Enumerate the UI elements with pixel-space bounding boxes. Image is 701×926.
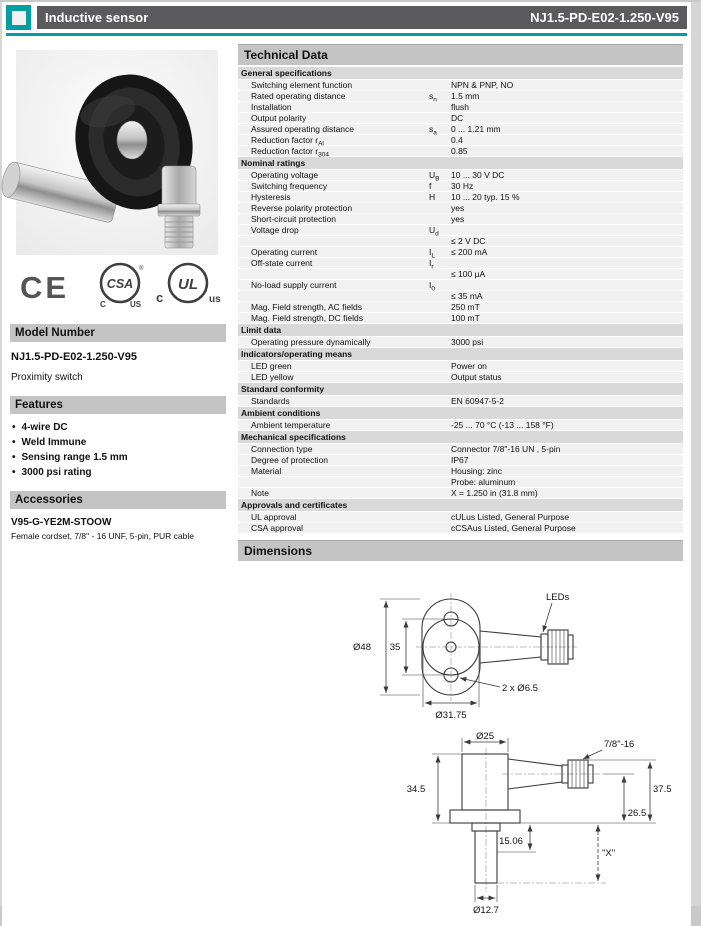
spec-row [238,113,683,124]
spec-value: IP67 [451,455,469,465]
datasheet-page [2,2,691,926]
spec-row [238,80,683,91]
spec-value: yes [451,214,465,224]
spec-label: Reverse polarity protection [251,203,353,213]
spec-row [238,523,683,534]
dim-label-x: "X" [602,848,616,859]
spec-value: flush [451,102,469,112]
spec-value: ≤ 2 V DC [451,236,486,246]
spec-label: Operating pressure dynamically [251,337,371,347]
spec-symbol [429,361,451,371]
dim-label-d48: Ø48 [353,642,371,653]
spec-value: X = 1.250 in (31.8 mm) [451,488,538,498]
spec-label: Hysteresis [251,192,291,202]
spec-symbol [429,512,451,522]
spec-row [238,192,683,203]
spec-row [238,146,683,157]
dim-label-leds: LEDs [546,592,570,603]
spec-section-title: Limit data [238,324,683,337]
right-column [230,44,687,920]
spec-value: ≤ 35 mA [451,291,483,301]
spec-row [238,124,683,135]
left-column [6,44,230,920]
spec-row [238,225,683,236]
spec-row [238,420,683,431]
spec-row [238,170,683,181]
feature-item: • Weld Immune [12,437,226,448]
spec-section-title: Mechanical specifications [238,431,683,444]
side-view-drawing [356,732,686,920]
spec-value: NPN & PNP, NO [451,80,514,90]
accessory-name: V95-G-YE2M-STOOW [11,517,112,528]
spec-row [238,302,683,313]
spec-row [238,512,683,523]
spec-row [238,444,683,455]
spec-label: Mag. Field strength, DC fields [251,313,363,323]
dim-label-d3175: Ø31.75 [435,710,467,721]
spec-label: Switching element function [251,80,353,90]
header-part-number: NJ1.5-PD-E02-1.250-V95 [530,10,679,25]
spec-value: Probe: aluminum [451,477,516,487]
svg-text:c: c [156,290,164,305]
spec-value [451,280,680,290]
product-photo [16,50,218,255]
ul-logo-icon [156,264,221,305]
product-photo-svg [16,50,218,255]
spec-value: Housing: zinc [451,466,503,476]
spec-value: cCSAus Listed, General Purpose [451,523,576,533]
spec-row [238,135,683,146]
dim-label-345: 34.5 [406,784,426,795]
spec-value: Power on [451,361,487,371]
spec-label [241,291,429,301]
spec-row [238,477,683,488]
spec-row [238,102,683,113]
spec-value: Connector 7/8"-16 UN , 5-pin [451,444,561,454]
page-header [6,5,687,30]
spec-symbol: $s_n$ [429,91,437,104]
spec-label: CSA approval [251,523,303,533]
spec-value: 100 mT [451,313,480,323]
features-list [12,422,226,478]
spec-row [238,466,683,477]
spec-symbol [429,113,451,123]
spec-row [238,214,683,225]
spec-value: 10 ... 20 typ. 15 % [451,192,520,202]
dimension-drawings [238,561,683,920]
spec-label [241,269,429,279]
spec-symbol [429,444,451,454]
spec-label: Reduction factor $r_{304}$ [251,146,329,159]
spec-row [238,396,683,407]
brand-logo-icon [6,5,31,30]
spec-symbol [429,372,451,382]
spec-symbol: H [429,192,436,202]
page-title: Inductive sensor [45,10,149,25]
technical-data-table [238,67,683,534]
spec-symbol [429,488,451,498]
spec-label: No-load supply current [251,280,337,290]
spec-label: Voltage drop [251,225,299,235]
dim-label-375: 37.5 [653,784,672,795]
spec-row [238,361,683,372]
dim-label-holes: 2 x Ø6.5 [502,683,538,694]
spec-symbol [429,214,451,224]
spec-label: Short-circuit protection [251,214,337,224]
spec-label: Connection type [251,444,313,454]
spec-symbol [429,313,451,323]
spec-row [238,236,683,247]
certifications [18,259,226,311]
feature-item: • 3000 psi rating [12,467,226,478]
spec-symbol: $I_L$ [429,247,435,260]
spec-symbol [429,236,451,246]
spec-symbol [429,477,451,487]
spec-symbol [429,269,451,279]
technical-data-heading: Technical Data [238,44,683,65]
spec-value: 0.4 [451,135,463,145]
spec-label: Installation [251,102,292,112]
spec-symbol [429,523,451,533]
spec-label: Off-state current [251,258,313,268]
spec-symbol [429,302,451,312]
spec-symbol: $U_B$ [429,170,440,183]
spec-row [238,181,683,192]
accessories-heading: Accessories [10,491,226,509]
front-view-drawing [334,587,664,724]
spec-section-title: General specifications [238,67,683,80]
spec-symbol [429,420,451,430]
spec-row [238,291,683,302]
spec-symbol: f [429,181,432,191]
spec-symbol [429,135,451,145]
features-heading: Features [10,396,226,414]
dim-label-1506: 15.06 [499,836,523,847]
spec-label: Ambient temperature [251,420,331,430]
spec-value: ≤ 100 µA [451,269,486,279]
model-number-value: NJ1.5-PD-E02-1.250-V95 [11,351,137,363]
spec-label [241,477,429,487]
spec-label: UL approval [251,512,297,522]
spec-label: Mag. Field strength, AC fields [251,302,363,312]
spec-value: 3000 psi [451,337,484,347]
feature-item: • Sensing range 1.5 mm [12,452,226,463]
spec-value [451,225,680,235]
spec-value: DC [451,113,464,123]
spec-value: 0.85 [451,146,468,156]
spec-value: EN 60947-5-2 [451,396,504,406]
spec-symbol [429,291,451,301]
spec-label: Standards [251,396,290,406]
svg-text:®: ® [139,266,144,272]
spec-label: Assured operating distance [251,124,355,134]
spec-symbol: $s_a$ [429,124,437,137]
ce-mark-icon: CE [20,270,70,305]
sensor-hub [117,121,147,159]
spec-value: 250 mT [451,302,480,312]
model-number-subtitle: Proximity switch [11,372,83,383]
spec-label: Note [251,488,269,498]
spec-value: 10 ... 30 V DC [451,170,505,180]
spec-value: yes [451,203,465,213]
spec-row [238,269,683,280]
spec-value: 1.5 mm [451,91,480,101]
spec-label: Output polarity [251,113,307,123]
spec-label: LED yellow [251,372,294,382]
spec-symbol [429,455,451,465]
feature-item: • 4-wire DC [12,422,226,433]
header-divider [6,33,687,36]
spec-symbol [429,396,451,406]
spec-row [238,247,683,258]
spec-symbol: $U_d$ [429,225,439,238]
spec-symbol: $I_r$ [429,258,434,271]
accessory-description: Female cordset, 7/8" - 16 UNF, 5-pin, PUR cable [11,531,195,541]
spec-row [238,488,683,499]
spec-value [451,258,680,268]
header-bar [37,6,687,29]
spec-value: 30 Hz [451,181,474,191]
dim-label-35: 35 [389,642,401,653]
spec-row [238,455,683,466]
svg-text:US: US [130,300,142,309]
spec-row [238,313,683,324]
spec-row [238,337,683,348]
model-number-heading: Model Number [10,324,226,342]
svg-text:CSA: CSA [106,277,134,291]
spec-symbol [429,203,451,213]
svg-text:C: C [100,300,106,309]
spec-value: cULus Listed, General Purpose [451,512,570,522]
spec-symbol [429,102,451,112]
spec-row [238,258,683,269]
spec-section-title: Approvals and certificates [238,499,683,512]
csa-logo-icon [100,264,144,309]
spec-label: Reduction factor $r_{Al}$ [251,135,324,148]
spec-section-title: Indicators/operating means [238,348,683,361]
spec-value: -25 ... 70 °C (-13 ... 158 °F) [451,420,554,430]
spec-label: Degree of protection [251,455,329,465]
spec-value: Output status [451,372,502,382]
spec-symbol [429,337,451,347]
spec-label: Rated operating distance [251,91,346,101]
spec-section-title: Ambient conditions [238,407,683,420]
svg-text:UL: UL [178,276,198,293]
spec-section-title: Nominal ratings [238,157,683,170]
spec-value: 0 ... 1.21 mm [451,124,501,134]
spec-section-title: Standard conformity [238,383,683,396]
spec-row [238,372,683,383]
svg-text:us: us [209,294,221,305]
spec-symbol [429,80,451,90]
dimensions-heading: Dimensions [238,540,683,561]
dim-label-thread: 7/8"-16 [604,739,635,750]
spec-row [238,203,683,214]
spec-symbol [429,146,451,156]
dim-label-d127: Ø12.7 [473,905,499,916]
spec-label: Switching frequency [251,181,328,191]
datasheet-viewport [0,2,701,916]
spec-label: Operating current [251,247,318,257]
spec-row [238,91,683,102]
spec-symbol: $I_0$ [429,280,435,293]
spec-label: Material [251,466,282,476]
spec-label: Operating voltage [251,170,319,180]
spec-value: ≤ 200 mA [451,247,488,257]
spec-label: LED green [251,361,292,371]
spec-row [238,280,683,291]
dim-label-d25: Ø25 [476,731,494,742]
spec-symbol [429,466,451,476]
dim-label-265: 26.5 [627,808,647,819]
spec-label [241,236,429,246]
